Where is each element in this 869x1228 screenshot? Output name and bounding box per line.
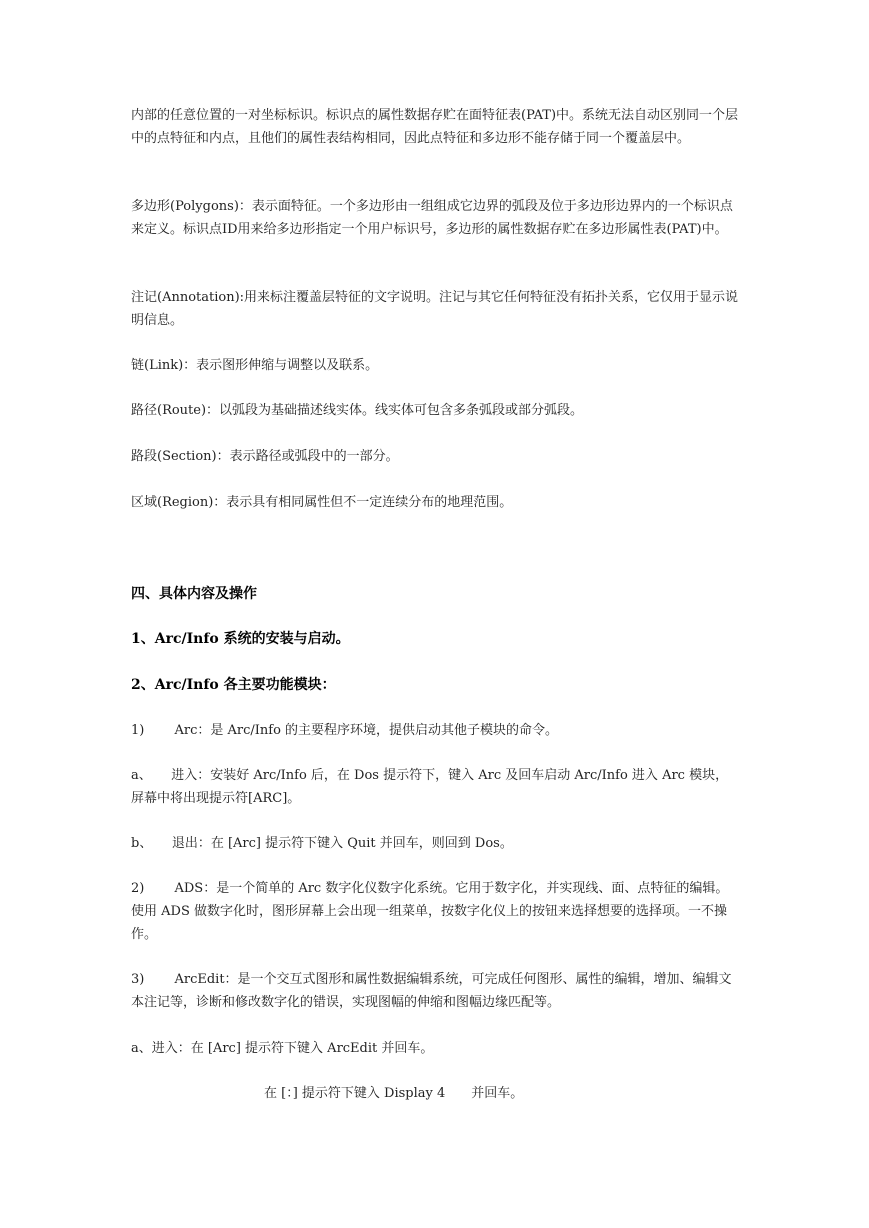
section-heading: 四、具体内容及操作 [131,586,257,602]
paragraph-region: 区域(Region)：表示具有相同属性但不一定连续分布的地理范围。 [131,495,513,510]
paragraph-arc-module: 1) Arc：是 Arc/Info 的主要程序环境，提供启动其他子模块的命令。 [131,723,559,738]
paragraph-polygons: 多边形(Polygons)：表示面特征。一个多边形由一组组成它边界的弧段及位于多边形边界内的一个标识点来定义。标识点ID用来给多边形指定一个用户标识号，多边形的属性数据存贮在多边形属性表(PAT)中。 [131,199,733,237]
paragraph-ads: 2) ADS：是一个简单的 Arc 数字化仪数字化系统。它用于数字化，并实现线、面、点特征的编辑。使用 ADS 做数字化时，图形屏幕上会出现一组菜单，按数字化仪上的按钮来选择想要的选择项。一不操作。 [131,881,729,942]
paragraph-arcedit-enter: a、进入：在 [Arc] 提示符下键入 ArcEdit 并回车。 [131,1041,434,1056]
paragraph-annotation: 注记(Annotation):用来标注覆盖层特征的文字说明。注记与其它任何特征没有拓扑关系，它仅用于显示说明信息。 [131,290,739,328]
paragraph-arc-exit: b、 退出：在 [Arc] 提示符下键入 Quit 并回车，则回到 Dos。 [131,836,513,851]
paragraph-arc-enter: a、 进入：安装好 Arc/Info 后，在 Dos 提示符下，键入 Arc 及回车启动 Arc/Info 进入 Arc 模块，屏幕中将出现提示符[ARC]。 [131,768,729,806]
subheading-modules: 2、Arc/Info 各主要功能模块： [131,677,336,693]
paragraph-label-points: 内部的任意位置的一对坐标标识。标识点的属性数据存贮在面特征表(PAT)中。系统无法自动区别同一个层中的点特征和内点，且他们的属性表结构相同，因此点特征和多边形不能存储于同一个覆盖层中。 [131,108,739,146]
paragraph-arcedit: 3) ArcEdit：是一个交互式图形和属性数据编辑系统，可完成任何图形、属性的编辑，增加、编辑文本注记等，诊断和修改数字化的错误，实现图幅的伸缩和图幅边缘匹配等。 [131,972,732,1010]
paragraph-link: 链(Link)：表示图形伸缩与调整以及联系。 [131,358,379,373]
paragraph-section: 路段(Section)：表示路径或弧段中的一部分。 [131,449,399,464]
subheading-install: 1、Arc/Info 系统的安装与启动。 [131,631,350,647]
paragraph-display-command: 在 [：] 提示符下键入 Display 4 并回车。 [264,1086,524,1101]
paragraph-route: 路径(Route)：以弧段为基础描述线实体。线实体可包含多条弧段或部分弧段。 [131,403,584,418]
